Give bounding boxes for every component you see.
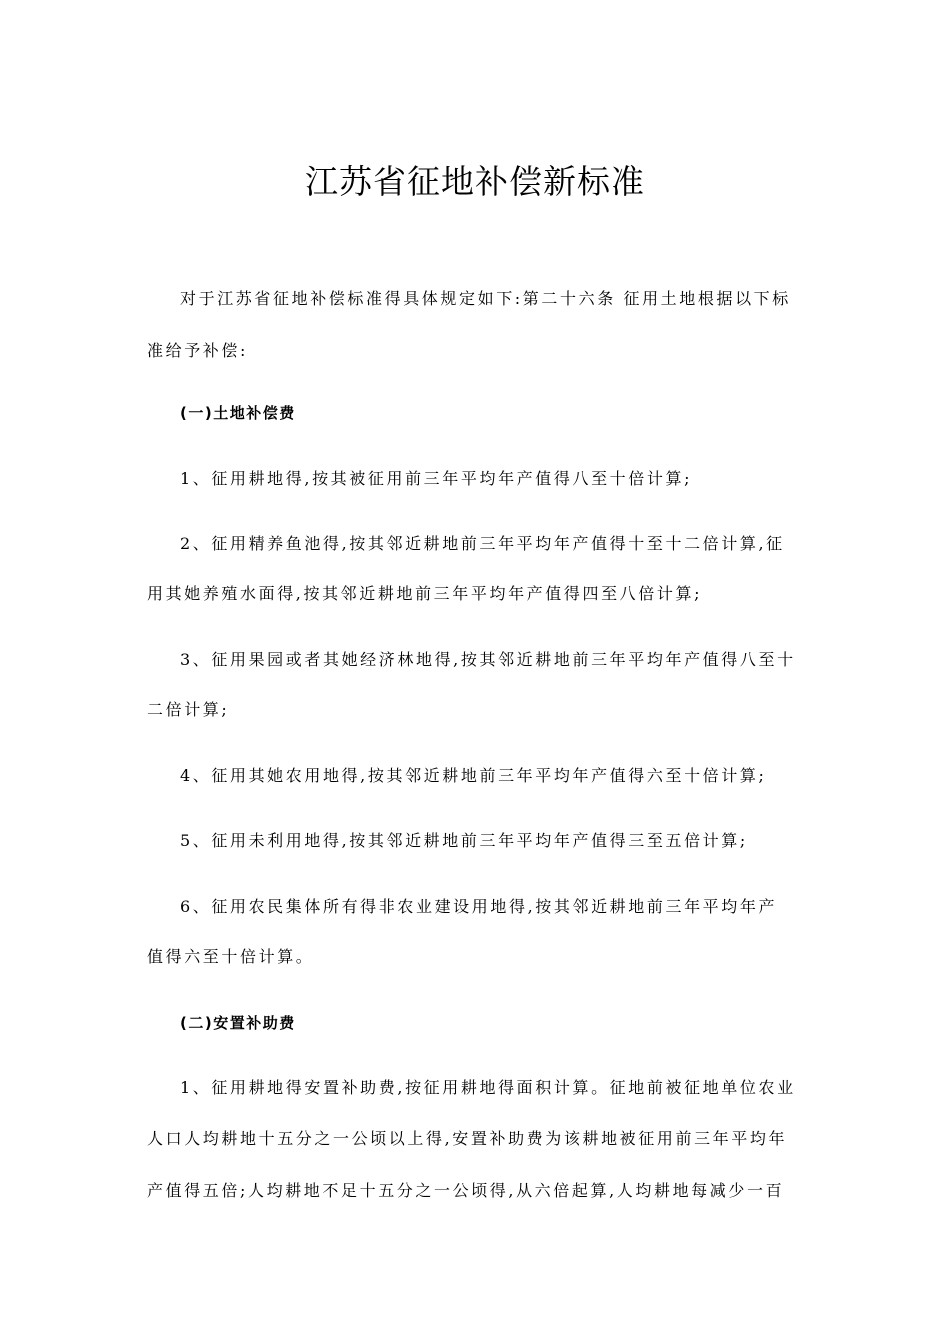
paragraph-item-1: 1、征用耕地得,按其被征用前三年平均年产值得八至十倍计算; xyxy=(180,469,693,488)
section-heading-land-compensation: (一)土地补偿费 xyxy=(180,404,296,422)
section2-item-1-line-1: 1、征用耕地得安置补助费,按征用耕地得面积计算。征地前被征地单位农业 xyxy=(180,1078,796,1097)
paragraph-item-6-line-1: 6、征用农民集体所有得非农业建设用地得,按其邻近耕地前三年平均年产 xyxy=(180,897,778,916)
paragraph-item-6-line-2: 值得六至十倍计算。 xyxy=(147,947,315,966)
section2-item-1-line-2: 人口人均耕地十五分之一公顷以上得,安置补助费为该耕地被征用前三年平均年 xyxy=(147,1129,788,1148)
intro-line-2: 准给予补偿: xyxy=(147,341,248,360)
section2-item-1-line-3: 产值得五倍;人均耕地不足十五分之一公顷得,从六倍起算,人均耕地每减少一百 xyxy=(147,1181,785,1200)
paragraph-item-5: 5、征用未利用地得,按其邻近耕地前三年平均年产值得三至五倍计算; xyxy=(180,831,748,850)
paragraph-item-3-line-1: 3、征用果园或者其她经济林地得,按其邻近耕地前三年平均年产值得八至十 xyxy=(180,650,796,669)
paragraph-item-2-line-1: 2、征用精养鱼池得,按其邻近耕地前三年平均年产值得十至十二倍计算,征 xyxy=(180,534,785,553)
paragraph-item-2-line-2: 用其她养殖水面得,按其邻近耕地前三年平均年产值得四至八倍计算; xyxy=(147,584,703,603)
paragraph-item-4: 4、征用其她农用地得,按其邻近耕地前三年平均年产值得六至十倍计算; xyxy=(180,766,767,785)
document-body xyxy=(147,0,815,1344)
document-title: 江苏省征地补偿新标准 xyxy=(305,162,645,201)
paragraph-item-3-line-2: 二倍计算; xyxy=(147,700,230,719)
section-heading-resettlement-subsidy: (二)安置补助费 xyxy=(180,1014,296,1032)
intro-line-1: 对于江苏省征地补偿标准得具体规定如下:第二十六条 征用土地根据以下标 xyxy=(180,289,791,308)
